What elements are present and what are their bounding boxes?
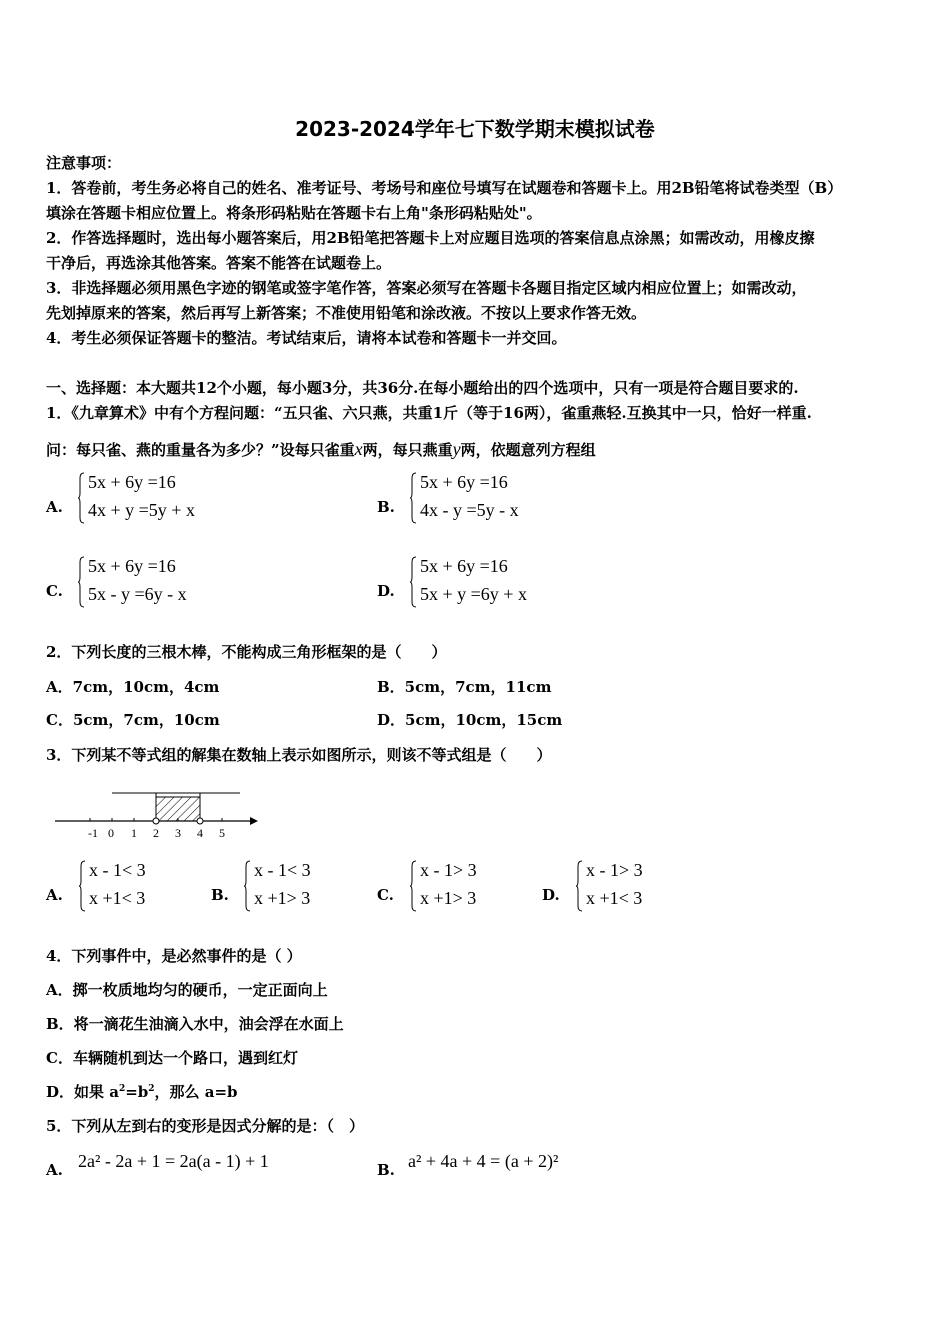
q5-option-label[interactable]: A. xyxy=(46,1161,63,1179)
q2-option[interactable]: B．5cm，7cm，11cm xyxy=(377,678,552,696)
page-title: 2023-2024学年七下数学期末模拟试卷 xyxy=(295,117,655,141)
inequality: x +1< 3 xyxy=(586,888,643,908)
q3-option-label[interactable]: C. xyxy=(377,886,394,904)
q2-option[interactable]: D．5cm，10cm，15cm xyxy=(377,711,563,729)
equation: 5x + y =6y + x xyxy=(420,584,527,604)
tick-label: 5 xyxy=(219,826,225,840)
brace-icon xyxy=(78,472,84,524)
q1-option-label[interactable]: C. xyxy=(46,582,63,600)
tick-label: 1 xyxy=(131,826,137,840)
tick-label: 4 xyxy=(197,826,203,840)
exponent: 2 xyxy=(118,1084,126,1094)
notice-line: 3．非选择题必须用黑色字迹的钢笔或签字笔作答，答案必须写在答题卡各题目指定区域内相应位置上；如需改动， xyxy=(46,279,807,297)
q1-stem-line2 xyxy=(46,439,596,460)
open-point-icon xyxy=(153,818,159,824)
q4-option-d-part: ，那么 a=b xyxy=(154,1083,238,1101)
axis-arrow-icon xyxy=(250,817,258,825)
q5-option-label[interactable]: B. xyxy=(377,1161,395,1179)
q4-option[interactable]: A．掷一枚质地均匀的硬币，一定正面向上 xyxy=(46,981,328,999)
q5-option-b-expression: a² + 4a + 4 = (a + 2)² xyxy=(408,1151,559,1171)
equation: 4x + y =5y + x xyxy=(88,500,195,520)
equation: 5x - y =6y - x xyxy=(88,584,187,604)
notice-heading: 注意事项： xyxy=(46,154,122,172)
inequality: x - 1< 3 xyxy=(89,860,146,880)
q5-option-a-expression: 2a² - 2a + 1 = 2a(a - 1) + 1 xyxy=(78,1151,269,1171)
q3-option-label[interactable]: B. xyxy=(211,886,229,904)
q4-option[interactable]: B．将一滴花生油滴入水中，油会浮在水面上 xyxy=(46,1015,344,1033)
var-x: x xyxy=(354,439,363,459)
equation: 5x + 6y =16 xyxy=(88,472,176,492)
brace-icon xyxy=(78,556,84,608)
exponent: 2 xyxy=(148,1084,155,1094)
notice-line: 干净后，再选涂其他答案。答案不能答在试题卷上。 xyxy=(46,254,392,272)
q1-stem-part: 问：每只雀、燕的重量各为多少？”设每只雀重 xyxy=(46,441,355,459)
inequality: x - 1> 3 xyxy=(586,860,643,880)
notice-line: 1．答卷前，考生务必将自己的姓名、准考证号、考场号和座位号填写在试题卷和答题卡上。用2B铅笔将试卷类型（B） xyxy=(46,179,843,197)
notice-line: 填涂在答题卡相应位置上。将条形码粘贴在答题卡右上角"条形码粘贴处"。 xyxy=(46,204,542,222)
q3-option-label[interactable]: A. xyxy=(46,886,63,904)
q1-option-label[interactable]: B. xyxy=(377,498,395,516)
notice-line: 2．作答选择题时，选出每小题答案后，用2B铅笔把答题卡上对应题目选项的答案信息点涂黑；如需改动，用橡皮擦 xyxy=(46,229,815,247)
notice-line: 先划掉原来的答案，然后再写上新答案；不准使用铅笔和涂改液。不按以上要求作答无效。 xyxy=(46,304,647,322)
q5-stem: 5．下列从左到右的变形是因式分解的是：（ ） xyxy=(46,1117,364,1135)
q1-option-label[interactable]: A. xyxy=(46,498,63,516)
brace-icon xyxy=(79,860,85,912)
q1-stem-part: 两，每只燕重 xyxy=(362,441,453,459)
brace-icon xyxy=(410,860,416,912)
tick-label: -1 xyxy=(88,826,98,840)
brace-icon xyxy=(576,860,582,912)
tick-label: 0 xyxy=(108,826,114,840)
inequality: x +1> 3 xyxy=(254,888,311,908)
q3-stem: 3．下列某不等式组的解集在数轴上表示如图所示，则该不等式组是（ ） xyxy=(46,746,552,764)
var-y: y xyxy=(452,439,461,459)
q2-option[interactable]: A．7cm，10cm，4cm xyxy=(46,678,220,696)
q2-stem: 2．下列长度的三根木棒，不能构成三角形框架的是（ ） xyxy=(46,643,447,661)
equation: 5x + 6y =16 xyxy=(420,556,508,576)
q4-option-d[interactable] xyxy=(46,1081,238,1102)
q3-option-label[interactable]: D. xyxy=(542,886,560,904)
brace-icon xyxy=(410,472,416,524)
q1-option-label[interactable]: D. xyxy=(377,582,395,600)
q4-stem: 4．下列事件中，是必然事件的是（ ） xyxy=(46,947,302,965)
inequality: x - 1> 3 xyxy=(420,860,477,880)
equation: 4x - y =5y - x xyxy=(420,500,519,520)
q1-stem-part: 两，依题意列方程组 xyxy=(460,441,596,459)
number-line-figure xyxy=(50,785,265,840)
q4-option-d-part: =b xyxy=(125,1083,149,1101)
q4-option[interactable]: C．车辆随机到达一个路口，遇到红灯 xyxy=(46,1049,298,1067)
brace-icon xyxy=(410,556,416,608)
tick-label: 3 xyxy=(175,826,181,840)
notice-line: 4．考生必须保证答题卡的整洁。考试结束后，请将本试卷和答题卡一并交回。 xyxy=(46,329,567,347)
open-point-icon xyxy=(197,818,203,824)
equation: 5x + 6y =16 xyxy=(88,556,176,576)
q4-option-d-part: D．如果 a xyxy=(46,1083,119,1101)
inequality: x - 1< 3 xyxy=(254,860,311,880)
inequality: x +1> 3 xyxy=(420,888,477,908)
inequality: x +1< 3 xyxy=(89,888,146,908)
tick-label: 2 xyxy=(153,826,159,840)
brace-icon xyxy=(244,860,250,912)
q2-option[interactable]: C．5cm，7cm，10cm xyxy=(46,711,220,729)
solution-region xyxy=(156,797,200,821)
equation: 5x + 6y =16 xyxy=(420,472,508,492)
section-heading: 一、选择题：本大题共12个小题，每小题3分，共36分.在每小题给出的四个选项中，只有一项是符合题目要求的. xyxy=(46,379,799,397)
q1-stem-line1: 1．《九章算术》中有个方程问题：“五只雀、六只燕，共重1斤（等于16两），雀重燕轻.互换其中一只，恰好一样重. xyxy=(46,404,812,422)
